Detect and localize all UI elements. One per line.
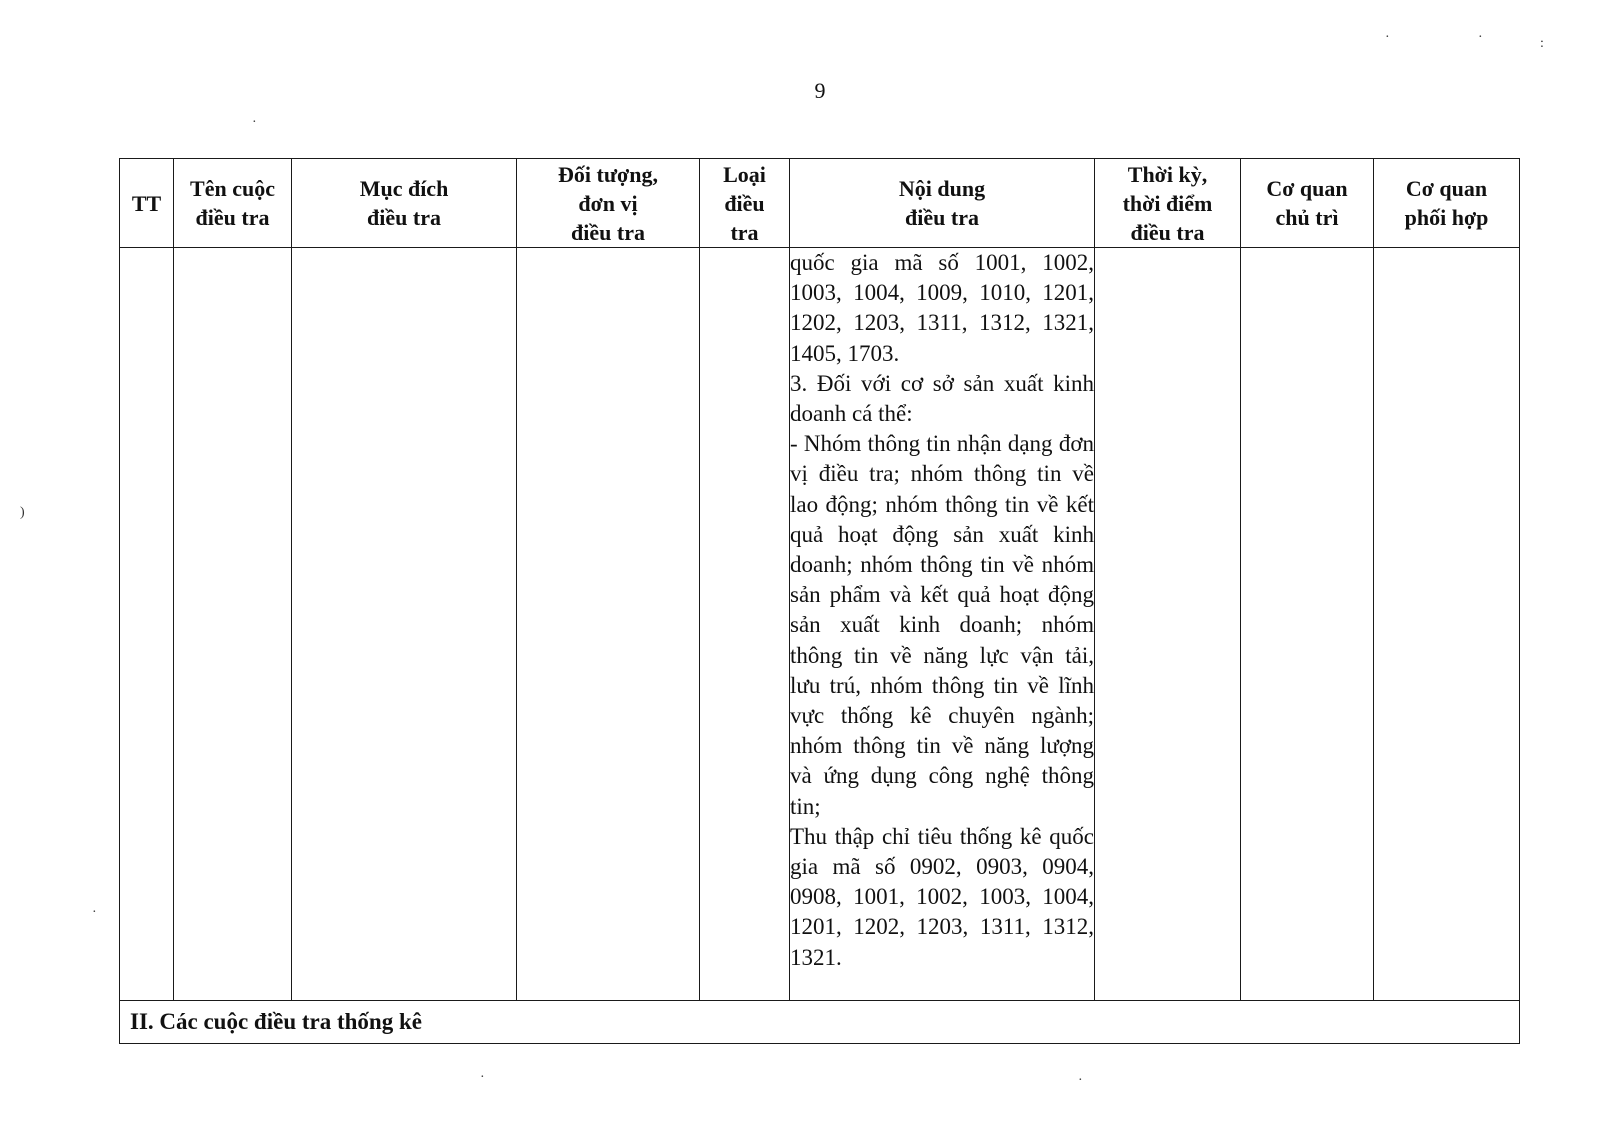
scan-speck: · (480, 1070, 485, 1085)
header-loai-dieu-tra (700, 159, 790, 248)
cell-noi-dung-dieu-tra (790, 248, 1095, 1001)
table-row (120, 248, 1520, 1001)
scan-speck: ) (20, 505, 25, 520)
header-co-quan-phoi-hop (1374, 159, 1520, 248)
scan-speck: · (252, 115, 257, 130)
scan-speck: · (1478, 30, 1483, 45)
cell-doi-tuong-don-vi (517, 248, 700, 1001)
header-doi-tuong-don-vi-label: Đối tượng, đơn vị điều tra (558, 161, 658, 245)
header-muc-dich-dieu-tra-label: Mục đích điều tra (359, 176, 449, 230)
section-row (120, 1001, 1520, 1044)
header-muc-dich-dieu-tra (292, 159, 517, 248)
header-co-quan-phoi-hop-label: Cơ quan phối hợp (1404, 176, 1489, 230)
header-ten-cuoc-dieu-tra-label: Tên cuộc điều tra (190, 176, 275, 230)
header-tt (120, 159, 174, 248)
cell-co-quan-phoi-hop (1374, 248, 1520, 1001)
section-title: II. Các cuộc điều tra thống kê (120, 1001, 1520, 1044)
header-thoi-ky-thoi-diem-label: Thời kỳ, thời điểm điều tra (1122, 161, 1213, 245)
header-co-quan-chu-tri (1241, 159, 1374, 248)
header-noi-dung-dieu-tra-label: Nội dung điều tra (898, 176, 986, 230)
scan-speck: · (1078, 1073, 1083, 1088)
header-noi-dung-dieu-tra (790, 159, 1095, 248)
cell-ten-cuoc-dieu-tra (174, 248, 292, 1001)
header-row (120, 159, 1520, 248)
content-paragraph: Thu thập chỉ tiêu thống kê quốc gia mã số 0902, 0903, 0904, 0908, 1001, 1002, 1003, 1004, 1201, 1202, 1203, 1311, 1312, 1321. (790, 823, 1094, 970)
header-tt-label: TT (131, 190, 162, 216)
cell-co-quan-chu-tri (1241, 248, 1374, 1001)
cell-tt (120, 248, 174, 1001)
header-loai-dieu-tra-label: Loại điều tra (723, 161, 766, 245)
scan-speck: · (92, 905, 97, 920)
header-doi-tuong-don-vi (517, 159, 700, 248)
content-paragraph: - Nhóm thông tin nhận dạng đơn vị điều tra; nhóm thông tin về lao động; nhóm thông tin về kết quả hoạt động sản xuất kinh doanh; nhóm thông tin về nhóm sản phẩm và kết quả hoạt động sản xuất kinh doanh; nhóm thông tin về năng lực vận tải, lưu trú, nhóm thông tin về lĩnh vực thống kê chuyên ngành; nhóm thông tin về năng lượng và ứng dụng công nghệ thông tin; (790, 431, 1094, 819)
scan-speck: · (1385, 30, 1390, 45)
content-paragraph: 3. Đối với cơ sở sản xuất kinh doanh cá thể: (790, 370, 1094, 427)
scan-speck: : (1540, 36, 1544, 51)
content-paragraph: quốc gia mã số 1001, 1002, 1003, 1004, 1009, 1010, 1201, 1202, 1203, 1311, 1312, 1321, 1405, 1703. (790, 250, 1094, 366)
survey-table (119, 158, 1520, 1044)
header-thoi-ky-thoi-diem (1095, 159, 1241, 248)
cell-loai-dieu-tra (700, 248, 790, 1001)
cell-thoi-ky-thoi-diem (1095, 248, 1241, 1001)
page-number: 9 (814, 78, 826, 103)
cell-muc-dich-dieu-tra (292, 248, 517, 1001)
header-co-quan-chu-tri-label: Cơ quan chủ trì (1266, 176, 1348, 230)
header-ten-cuoc-dieu-tra (174, 159, 292, 248)
